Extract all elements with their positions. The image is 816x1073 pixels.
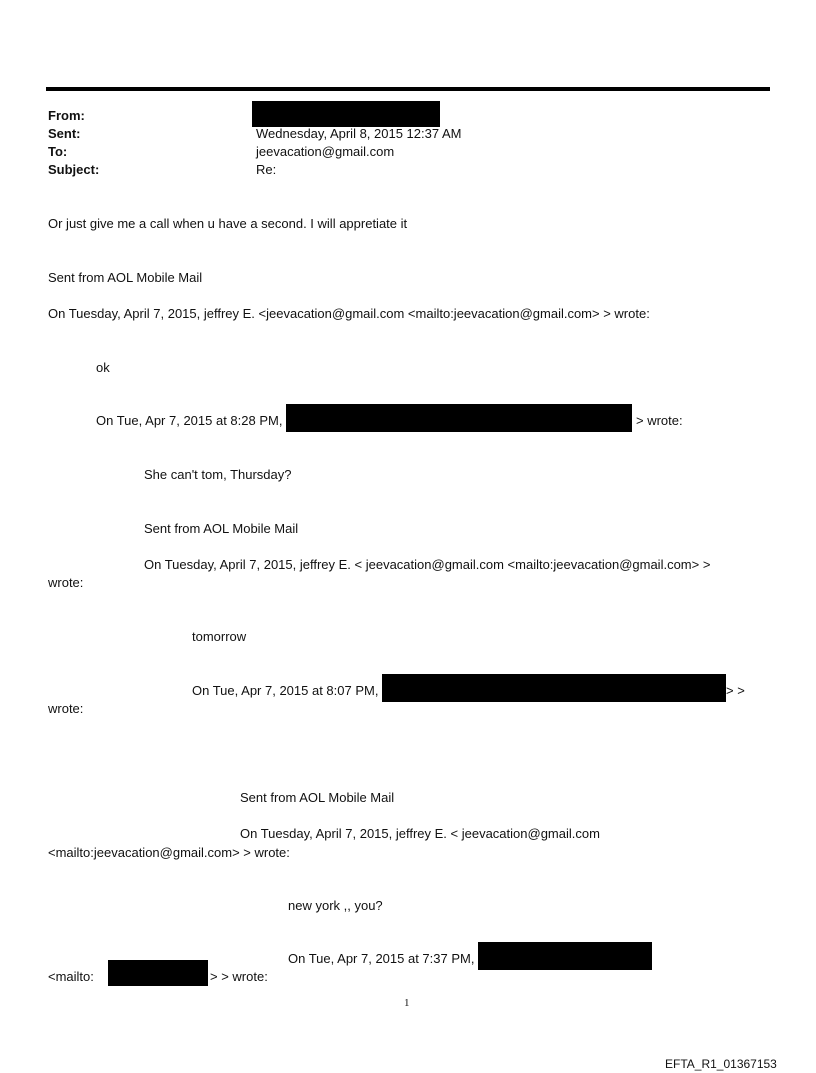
- signature-line: Sent from AOL Mobile Mail: [48, 270, 203, 285]
- reply-text: ok: [96, 360, 110, 375]
- quote-header-wrote: wrote:: [48, 701, 84, 716]
- quote-header-wrote: > > wrote:: [210, 969, 268, 984]
- from-label: From:: [48, 108, 85, 123]
- page-number: 1: [404, 997, 410, 1009]
- quote-header: On Tue, Apr 7, 2015 at 7:37 PM,: [288, 951, 475, 966]
- reply-text: She can't tom, Thursday?: [144, 467, 292, 482]
- to-label: To:: [48, 144, 68, 159]
- signature-line: Sent from AOL Mobile Mail: [144, 521, 299, 536]
- quote-header: On Tue, Apr 7, 2015 at 8:28 PM,: [96, 413, 283, 428]
- redaction-email: [108, 960, 208, 986]
- redaction-sender: [382, 674, 726, 702]
- redaction-from: [252, 101, 440, 127]
- to-value: jeevacation@gmail.com: [256, 144, 395, 159]
- reply-text: tomorrow: [192, 629, 247, 644]
- quote-header: On Tuesday, April 7, 2015, jeffrey E. <jeevacation@gmail.com <mailto:jeevacation@gmail.com> > wrote:: [48, 306, 650, 321]
- redaction-sender: [478, 942, 652, 970]
- reply-text: new york ,, you?: [288, 898, 383, 913]
- quote-header-wrote: > wrote:: [636, 413, 683, 428]
- sent-value: Wednesday, April 8, 2015 12:37 AM: [256, 126, 462, 141]
- quote-header-wrote: > >: [726, 683, 745, 698]
- quote-header: On Tuesday, April 7, 2015, jeffrey E. < jeevacation@gmail.com: [240, 826, 600, 841]
- sent-label: Sent:: [48, 126, 81, 141]
- quote-header-wrote: <mailto:jeevacation@gmail.com> > wrote:: [48, 845, 290, 860]
- signature-line: Sent from AOL Mobile Mail: [240, 790, 395, 805]
- quote-header-wrote: wrote:: [48, 575, 84, 590]
- header-divider: [46, 87, 770, 91]
- document-id: EFTA_R1_01367153: [665, 1057, 777, 1071]
- message-line: Or just give me a call when u have a second. I will appretiate it: [48, 216, 408, 231]
- quote-header: On Tuesday, April 7, 2015, jeffrey E. < jeevacation@gmail.com <mailto:jeevacation@gmail.com> >: [144, 557, 711, 572]
- quote-mailto: <mailto:: [48, 969, 94, 984]
- quote-header: On Tue, Apr 7, 2015 at 8:07 PM,: [192, 683, 379, 698]
- redaction-sender: [286, 404, 632, 432]
- subject-value: Re:: [256, 162, 277, 177]
- subject-label: Subject:: [48, 162, 100, 177]
